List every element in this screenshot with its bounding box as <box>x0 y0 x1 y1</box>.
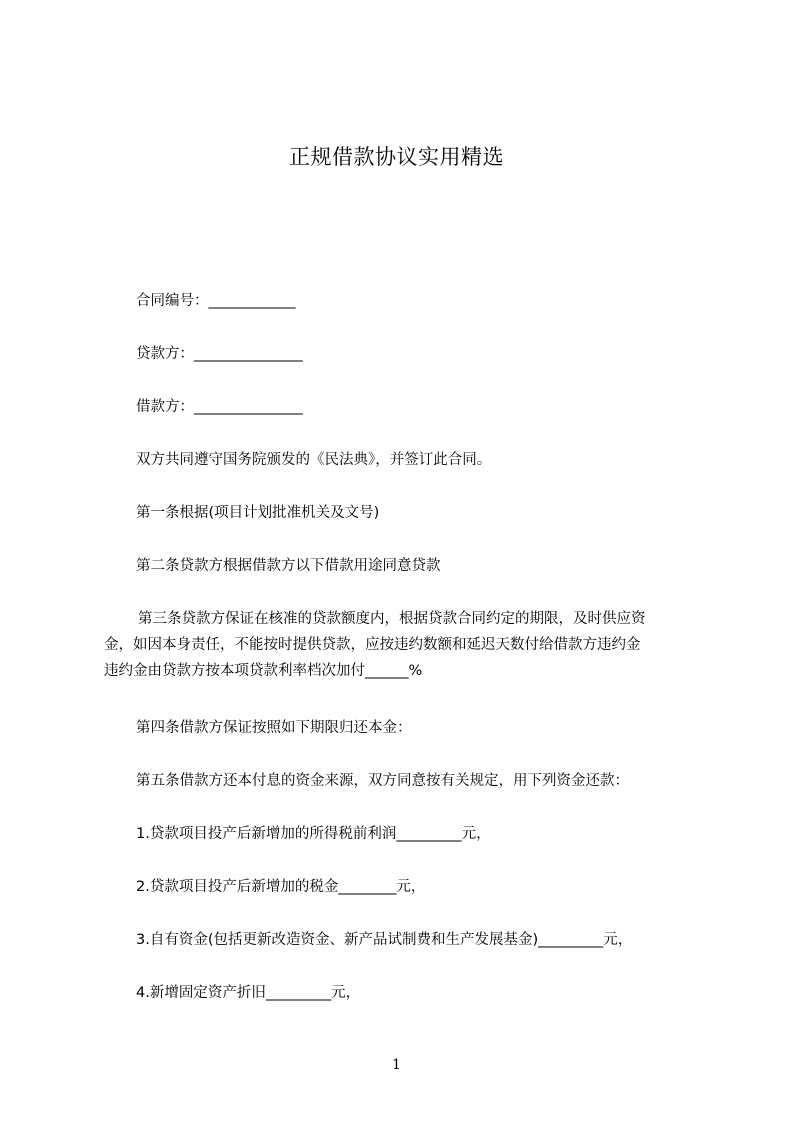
preamble-paragraph: 双方共同遵守国务院颁发的《民法典》，并签订此合同。 <box>136 452 492 468</box>
article-3-line-2: 金，如因本身责任，不能按时提供贷款，应按违约数额和延迟天数付给借款方违约金 <box>104 637 641 653</box>
article-2: 第二条贷款方根据借款方以下借款用途同意贷款 <box>136 558 441 574</box>
article-3-line-3: 违约金由贷款方按本项贷款利率档次加付______% <box>104 663 423 679</box>
list-item: 4.新增固定资产折旧_________元， <box>136 985 361 1001</box>
contract-number-line: 合同编号：____________ <box>136 293 296 309</box>
page-number: 1 <box>392 1057 401 1073</box>
list-item: 3.自有资金(包括更新改造资金、新产品试制费和生产发展基金)_________元， <box>136 932 633 948</box>
list-item: 1.贷款项目投产后新增加的所得税前利润_________元， <box>136 826 491 842</box>
article-3-line-1: 第三条贷款方保证在核准的贷款额度内，根据贷款合同约定的期限，及时供应资 <box>138 611 646 627</box>
article-4: 第四条借款方保证按照如下期限归还本金： <box>136 720 412 736</box>
lender-line: 贷款方：_______________ <box>136 346 303 362</box>
article-5: 第五条借款方还本付息的资金来源，双方同意按有关规定，用下列资金还款： <box>136 773 629 789</box>
article-1: 第一条根据(项目计划批准机关及文号) <box>136 505 380 521</box>
article-3 <box>104 606 704 684</box>
borrower-line: 借款方：_______________ <box>136 399 303 415</box>
list-item: 2.贷款项目投产后新增加的税金________元， <box>136 879 426 895</box>
document-title: 正规借款协议实用精选 <box>289 145 504 169</box>
